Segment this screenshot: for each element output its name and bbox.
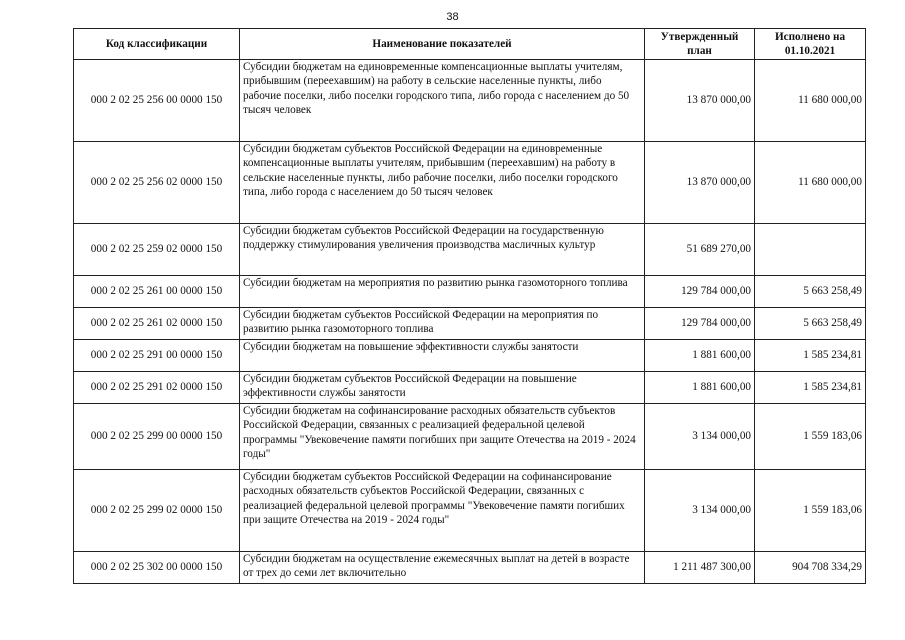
row-executed: 1 559 183,06: [755, 404, 866, 470]
row-plan: 1 881 600,00: [645, 340, 755, 372]
table-row: [74, 308, 866, 340]
row-plan: 1 211 487 300,00: [645, 552, 755, 584]
table-row: [74, 142, 866, 224]
row-executed: 1 585 234,81: [755, 340, 866, 372]
row-name: Субсидии бюджетам на повышение эффективности службы занятости: [240, 340, 645, 372]
header-name: Наименование показателей: [240, 29, 645, 60]
row-code: 000 2 02 25 261 00 0000 150: [74, 276, 240, 308]
row-name: Субсидии бюджетам на мероприятия по развитию рынка газомоторного топлива: [240, 276, 645, 308]
table-row: [74, 340, 866, 372]
table-row: [74, 372, 866, 404]
header-plan: Утвержденный план: [645, 29, 755, 60]
row-plan: 13 870 000,00: [645, 60, 755, 142]
row-name: Субсидии бюджетам субъектов Российской Федерации на повышение эффективности службы занятости: [240, 372, 645, 404]
row-plan: 3 134 000,00: [645, 404, 755, 470]
row-code: 000 2 02 25 291 00 0000 150: [74, 340, 240, 372]
row-name: Субсидии бюджетам на осуществление ежемесячных выплат на детей в возрасте от трех до семи лет включительно: [240, 552, 645, 584]
row-executed: 1 585 234,81: [755, 372, 866, 404]
header-code: Код классификации: [74, 29, 240, 60]
table-row: [74, 404, 866, 470]
row-executed: 11 680 000,00: [755, 60, 866, 142]
row-executed: 904 708 334,29: [755, 552, 866, 584]
row-code: 000 2 02 25 261 02 0000 150: [74, 308, 240, 340]
row-name: Субсидии бюджетам субъектов Российской Федерации на мероприятия по развитию рынка газомоторного топлива: [240, 308, 645, 340]
row-executed: 11 680 000,00: [755, 142, 866, 224]
row-name: Субсидии бюджетам субъектов Российской Федерации на государственную поддержку стимулирования увеличения производства масличных культур: [240, 224, 645, 276]
row-plan: 51 689 270,00: [645, 224, 755, 276]
row-executed: 1 559 183,06: [755, 470, 866, 552]
header-executed: Исполнено на 01.10.2021: [755, 29, 866, 60]
row-code: 000 2 02 25 259 02 0000 150: [74, 224, 240, 276]
table-row: [74, 224, 866, 276]
row-name: Субсидии бюджетам субъектов Российской Федерации на софинансирование расходных обязательств субъектов Российской Федерации, связанных с реализацией федеральной целевой программы "Увековечение памяти погибших при защите Отечества на 2019 - 2024 годы": [240, 470, 645, 552]
row-code: 000 2 02 25 256 02 0000 150: [74, 142, 240, 224]
row-executed: 5 663 258,49: [755, 308, 866, 340]
row-name: Субсидии бюджетам на софинансирование расходных обязательств субъектов Российской Федерации, связанных с реализацией федеральной целевой программы "Увековечение памяти погибших при защите Отечества на 2019 - 2024 годы": [240, 404, 645, 470]
row-name: Субсидии бюджетам субъектов Российской Федерации на единовременные компенсационные выплаты учителям, прибывшим (переехавшим) на работу в сельские населенные пункты, либо рабочие поселки, либо поселки городского типа, либо города с населением до 50 тысяч человек: [240, 142, 645, 224]
row-name: Субсидии бюджетам на единовременные компенсационные выплаты учителям, прибывшим (переехавшим) на работу в сельские населенные пункты, либо рабочие поселки, либо поселки городского типа, либо города с населением до 50 тысяч человек: [240, 60, 645, 142]
row-plan: 129 784 000,00: [645, 308, 755, 340]
row-code: 000 2 02 25 299 00 0000 150: [74, 404, 240, 470]
table-row: [74, 552, 866, 584]
row-plan: 3 134 000,00: [645, 470, 755, 552]
table-row: [74, 470, 866, 552]
table-row: [74, 60, 866, 142]
table-header-row: [74, 29, 866, 60]
row-plan: 13 870 000,00: [645, 142, 755, 224]
row-code: 000 2 02 25 302 00 0000 150: [74, 552, 240, 584]
budget-table: [73, 28, 866, 584]
row-executed: [755, 224, 866, 276]
row-plan: 129 784 000,00: [645, 276, 755, 308]
row-code: 000 2 02 25 256 00 0000 150: [74, 60, 240, 142]
row-plan: 1 881 600,00: [645, 372, 755, 404]
row-code: 000 2 02 25 299 02 0000 150: [74, 470, 240, 552]
table-row: [74, 276, 866, 308]
page-number: 38: [446, 11, 459, 23]
row-code: 000 2 02 25 291 02 0000 150: [74, 372, 240, 404]
row-executed: 5 663 258,49: [755, 276, 866, 308]
